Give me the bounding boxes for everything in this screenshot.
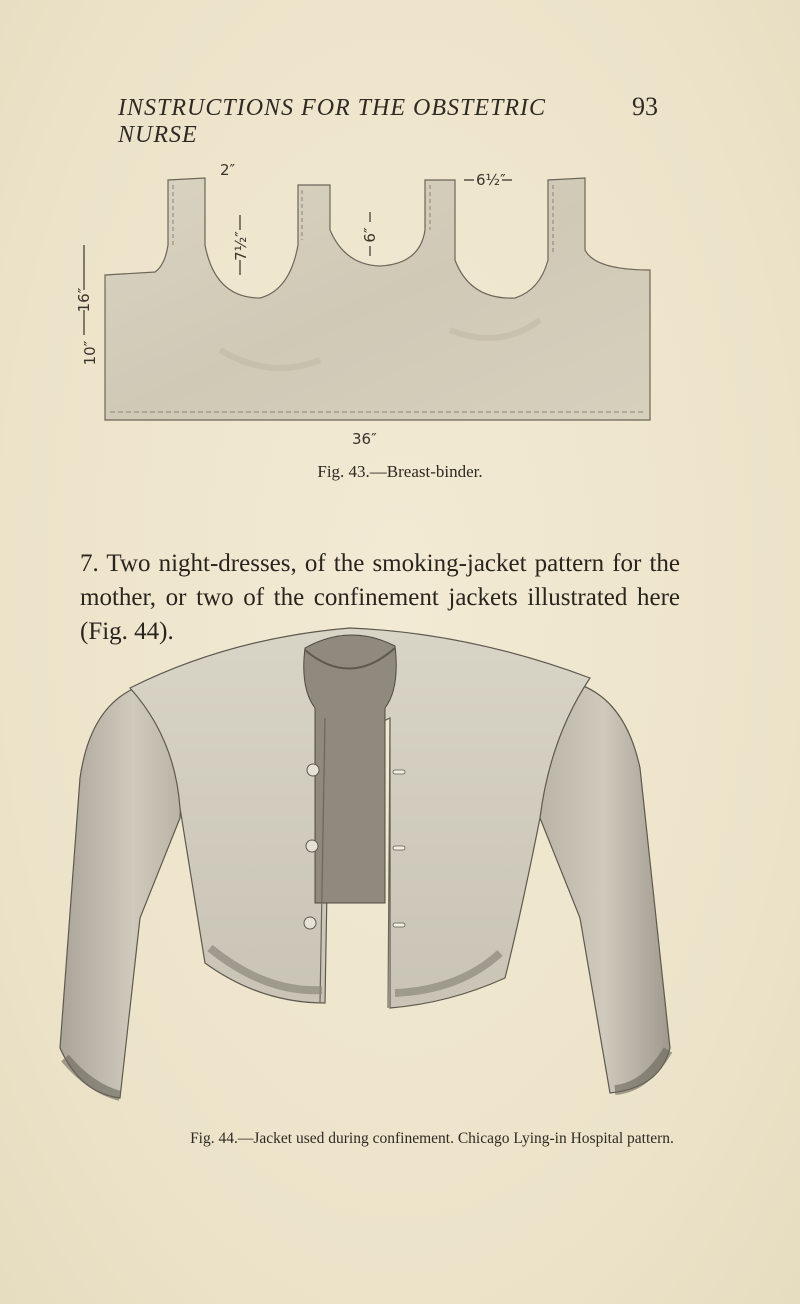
dim-half-width: 6½″: [476, 171, 506, 189]
dim-length: 36″: [352, 430, 377, 448]
dim-depth-a: 7½″: [232, 231, 250, 261]
figure-43-caption: Fig. 43.—Breast-binder.: [317, 462, 483, 481]
confinement-jacket-illustration: [50, 618, 680, 1118]
running-head: [118, 92, 658, 149]
page-number: 93: [632, 92, 658, 121]
breast-binder-diagram: [70, 150, 670, 460]
figure-44-caption: Fig. 44.—Jacket used during confinement. Chicago Lying-in Hospital pattern.: [190, 1130, 674, 1147]
dim-depth-b: 6″: [361, 227, 379, 243]
left-sleeve: [60, 688, 181, 1098]
dim-side-total: 16″: [75, 287, 93, 313]
body-paragraph: 7. Two night-dresses, of the smoking-jacket pattern for the mother, or two of the confinement jackets illustrated here (Fig. 44).: [80, 550, 680, 645]
dim-strap-width: 2″: [220, 161, 236, 179]
running-title: INSTRUCTIONS FOR THE OBSTETRIC NURSE: [118, 95, 547, 148]
binder-outline: [105, 178, 650, 420]
dim-side-lower: 10″: [81, 340, 99, 366]
